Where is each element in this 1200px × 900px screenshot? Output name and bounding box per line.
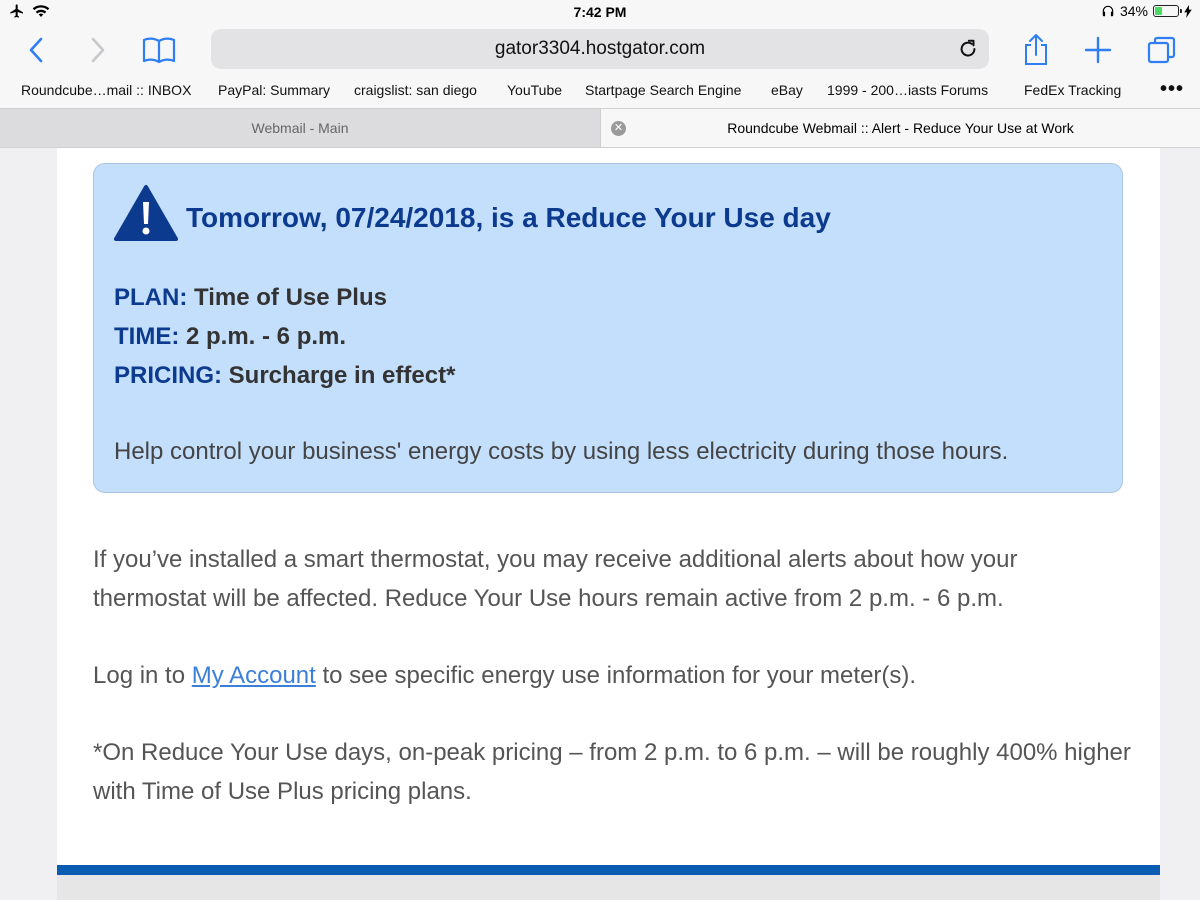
bookmark-startpage[interactable]: Startpage Search Engine: [585, 82, 742, 98]
tab-strip: [0, 108, 1200, 148]
bookmark-youtube[interactable]: YouTube: [507, 82, 563, 98]
reload-icon[interactable]: [957, 38, 979, 60]
battery-fill: [1155, 7, 1162, 15]
bookmark-ebay[interactable]: eBay: [771, 82, 803, 98]
chevron-right-icon: [90, 37, 106, 63]
forward-button[interactable]: [84, 32, 112, 68]
footer-bar: [57, 865, 1160, 875]
share-icon: [1023, 33, 1049, 67]
plan-label: PLAN:: [114, 284, 188, 311]
time-value: 2 p.m. - 6 p.m.: [186, 323, 347, 350]
address-bar[interactable]: [211, 29, 989, 69]
tabs-overview-button[interactable]: [1144, 32, 1180, 68]
alert-box: [93, 163, 1123, 493]
tab-roundcube-alert[interactable]: [600, 109, 1200, 147]
headphones-icon: [1101, 4, 1115, 18]
pricing-label: PRICING:: [114, 362, 222, 389]
email-content: [57, 148, 1160, 900]
my-account-link[interactable]: My Account: [191, 662, 316, 689]
pricing-line: [114, 362, 455, 390]
warning-icon: [114, 184, 178, 242]
battery-icon: [1153, 5, 1179, 17]
account-text-before: Log in to: [93, 662, 192, 689]
bookmark-fedex[interactable]: FedEx Tracking: [1024, 82, 1122, 98]
alert-title: Tomorrow, 07/24/2018, is a Reduce Your Use day: [186, 202, 831, 233]
share-button[interactable]: [1020, 32, 1052, 68]
status-time: 7:42 PM: [573, 4, 627, 20]
more-bookmarks-button[interactable]: •••: [1159, 78, 1184, 100]
account-text-after: to see specific energy use information for your meter(s).: [315, 662, 917, 689]
plan-value: Time of Use Plus: [194, 284, 387, 311]
new-tab-button[interactable]: [1082, 32, 1114, 68]
footer-area: [57, 875, 1160, 900]
tabs-icon: [1146, 34, 1178, 66]
time-line: [114, 323, 346, 351]
bookmark-paypal[interactable]: PayPal: Summary: [218, 82, 331, 98]
tab-webmail-main[interactable]: [0, 109, 600, 147]
bookmarks-button[interactable]: [140, 32, 178, 68]
status-bar: [0, 0, 1200, 24]
time-label: TIME:: [114, 323, 180, 350]
tab-label: Roundcube Webmail :: Alert - Reduce Your Use at Work: [727, 120, 1074, 136]
thermostat-paragraph: If you’ve installed a smart thermostat, you may receive additional alerts about how your thermostat will be affected. Reduce Your Use hours remain active from 2 p.m. - 6 p.m.: [93, 546, 1018, 612]
battery-percent: 34%: [1119, 3, 1148, 19]
plan-line: [114, 284, 387, 312]
close-icon[interactable]: ✕: [611, 121, 626, 136]
pricing-value: Surcharge in effect*: [228, 362, 456, 389]
account-paragraph: [93, 656, 1133, 695]
book-icon: [142, 36, 176, 64]
tab-label: Webmail - Main: [251, 120, 349, 136]
bookmarks-bar: [0, 76, 1200, 108]
chevron-left-icon: [28, 37, 44, 63]
alert-help-text: Help control your business' energy costs by using less electricity during those hours.: [114, 438, 1009, 465]
plus-icon: [1084, 36, 1112, 64]
pricing-footnote: *On Reduce Your Use days, on-peak pricing – from 2 p.m. to 6 p.m. – will be roughly 400% higher with Time of Use Plus pricing plans.: [93, 739, 1131, 805]
browser-toolbar: [0, 24, 1200, 76]
back-button[interactable]: [22, 32, 50, 68]
bookmark-roundcube-inbox[interactable]: Roundcube…mail :: INBOX: [21, 82, 192, 98]
charging-icon: [1184, 5, 1192, 18]
url-text: gator3304.hostgator.com: [494, 38, 706, 59]
bookmark-forums[interactable]: 1999 - 200…iasts Forums: [827, 82, 989, 98]
status-right: [1101, 3, 1192, 19]
bookmark-craigslist[interactable]: craigslist: san diego: [354, 82, 477, 98]
